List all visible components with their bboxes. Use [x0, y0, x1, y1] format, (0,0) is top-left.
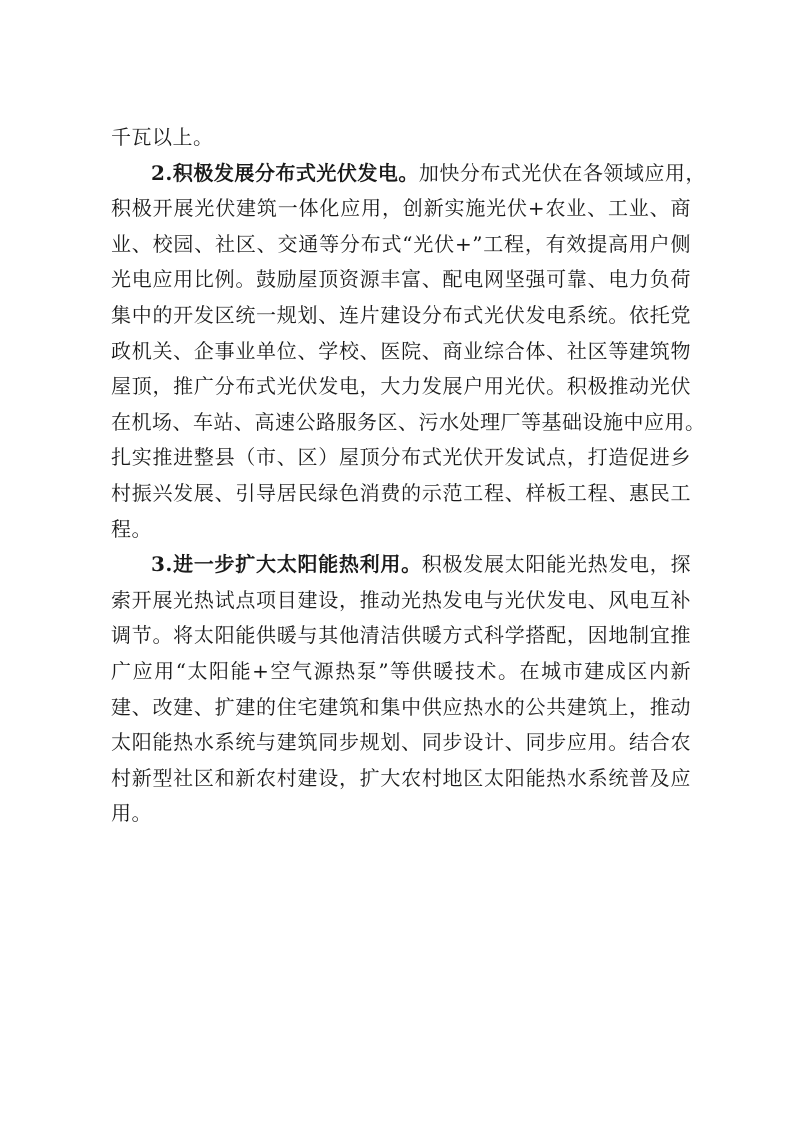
text-line: 扎实推进整县（市、区）屋顶分布式光伏开发试点，打造促进乡	[111, 445, 691, 470]
paragraph-solar-thermal	[111, 547, 691, 832]
text-line: 村振兴发展、引导居民绿色消费的示范工程、样板工程、惠民工	[111, 480, 691, 505]
document-body	[111, 120, 706, 832]
text-segment: 积极发展太阳能光热发电，探	[421, 552, 691, 577]
section-heading-2: 2.积极发展分布式光伏发电。	[151, 160, 419, 185]
text-line: 在机场、车站、高速公路服务区、污水处理厂等基础设施中应用。	[111, 409, 706, 434]
paragraph-distributed-pv	[111, 156, 706, 548]
text-line: 广应用“太阳能+空气源热泵”等供暖技术。在城市建成区内新	[111, 658, 691, 683]
paragraph-continuation	[111, 120, 691, 156]
text-line: 政机关、企事业单位、学校、医院、商业综合体、社区等建筑物	[111, 338, 691, 363]
text-line	[111, 547, 691, 583]
text-line: 调节。将太阳能供暖与其他清洁供暖方式科学搭配，因地制宜推	[111, 623, 691, 648]
text-line: 积极开展光伏建筑一体化应用，创新实施光伏+农业、工业、商	[111, 196, 691, 221]
text-line: 用。	[111, 801, 152, 826]
text-line: 建、改建、扩建的住宅建筑和集中供应热水的公共建筑上，推动	[111, 694, 691, 719]
section-heading-3: 3.进一步扩大太阳能热利用。	[151, 552, 422, 577]
text-line: 村新型社区和新农村建设，扩大农村地区太阳能热水系统普及应	[111, 765, 691, 790]
text-line: 太阳能热水系统与建筑同步规划、同步设计、同步应用。结合农	[111, 730, 691, 755]
text-line: 集中的开发区统一规划、连片建设分布式光伏发电系统。依托党	[111, 302, 691, 327]
text-line	[111, 156, 706, 192]
text-line: 索开展光热试点项目建设，推动光热发电与光伏发电、风电互补	[111, 587, 691, 612]
text-line: 光电应用比例。鼓励屋顶资源丰富、配电网坚强可靠、电力负荷	[111, 267, 691, 292]
text-line: 业、校园、社区、交通等分布式“光伏+”工程，有效提高用户侧	[111, 231, 691, 256]
text-segment: 加快分布式光伏在各领域应用，	[418, 160, 706, 185]
text-line: 程。	[111, 516, 152, 541]
text-line: 屋顶，推广分布式光伏发电，大力发展户用光伏。积极推动光伏	[111, 374, 691, 399]
text-line: 千瓦以上。	[111, 125, 214, 149]
